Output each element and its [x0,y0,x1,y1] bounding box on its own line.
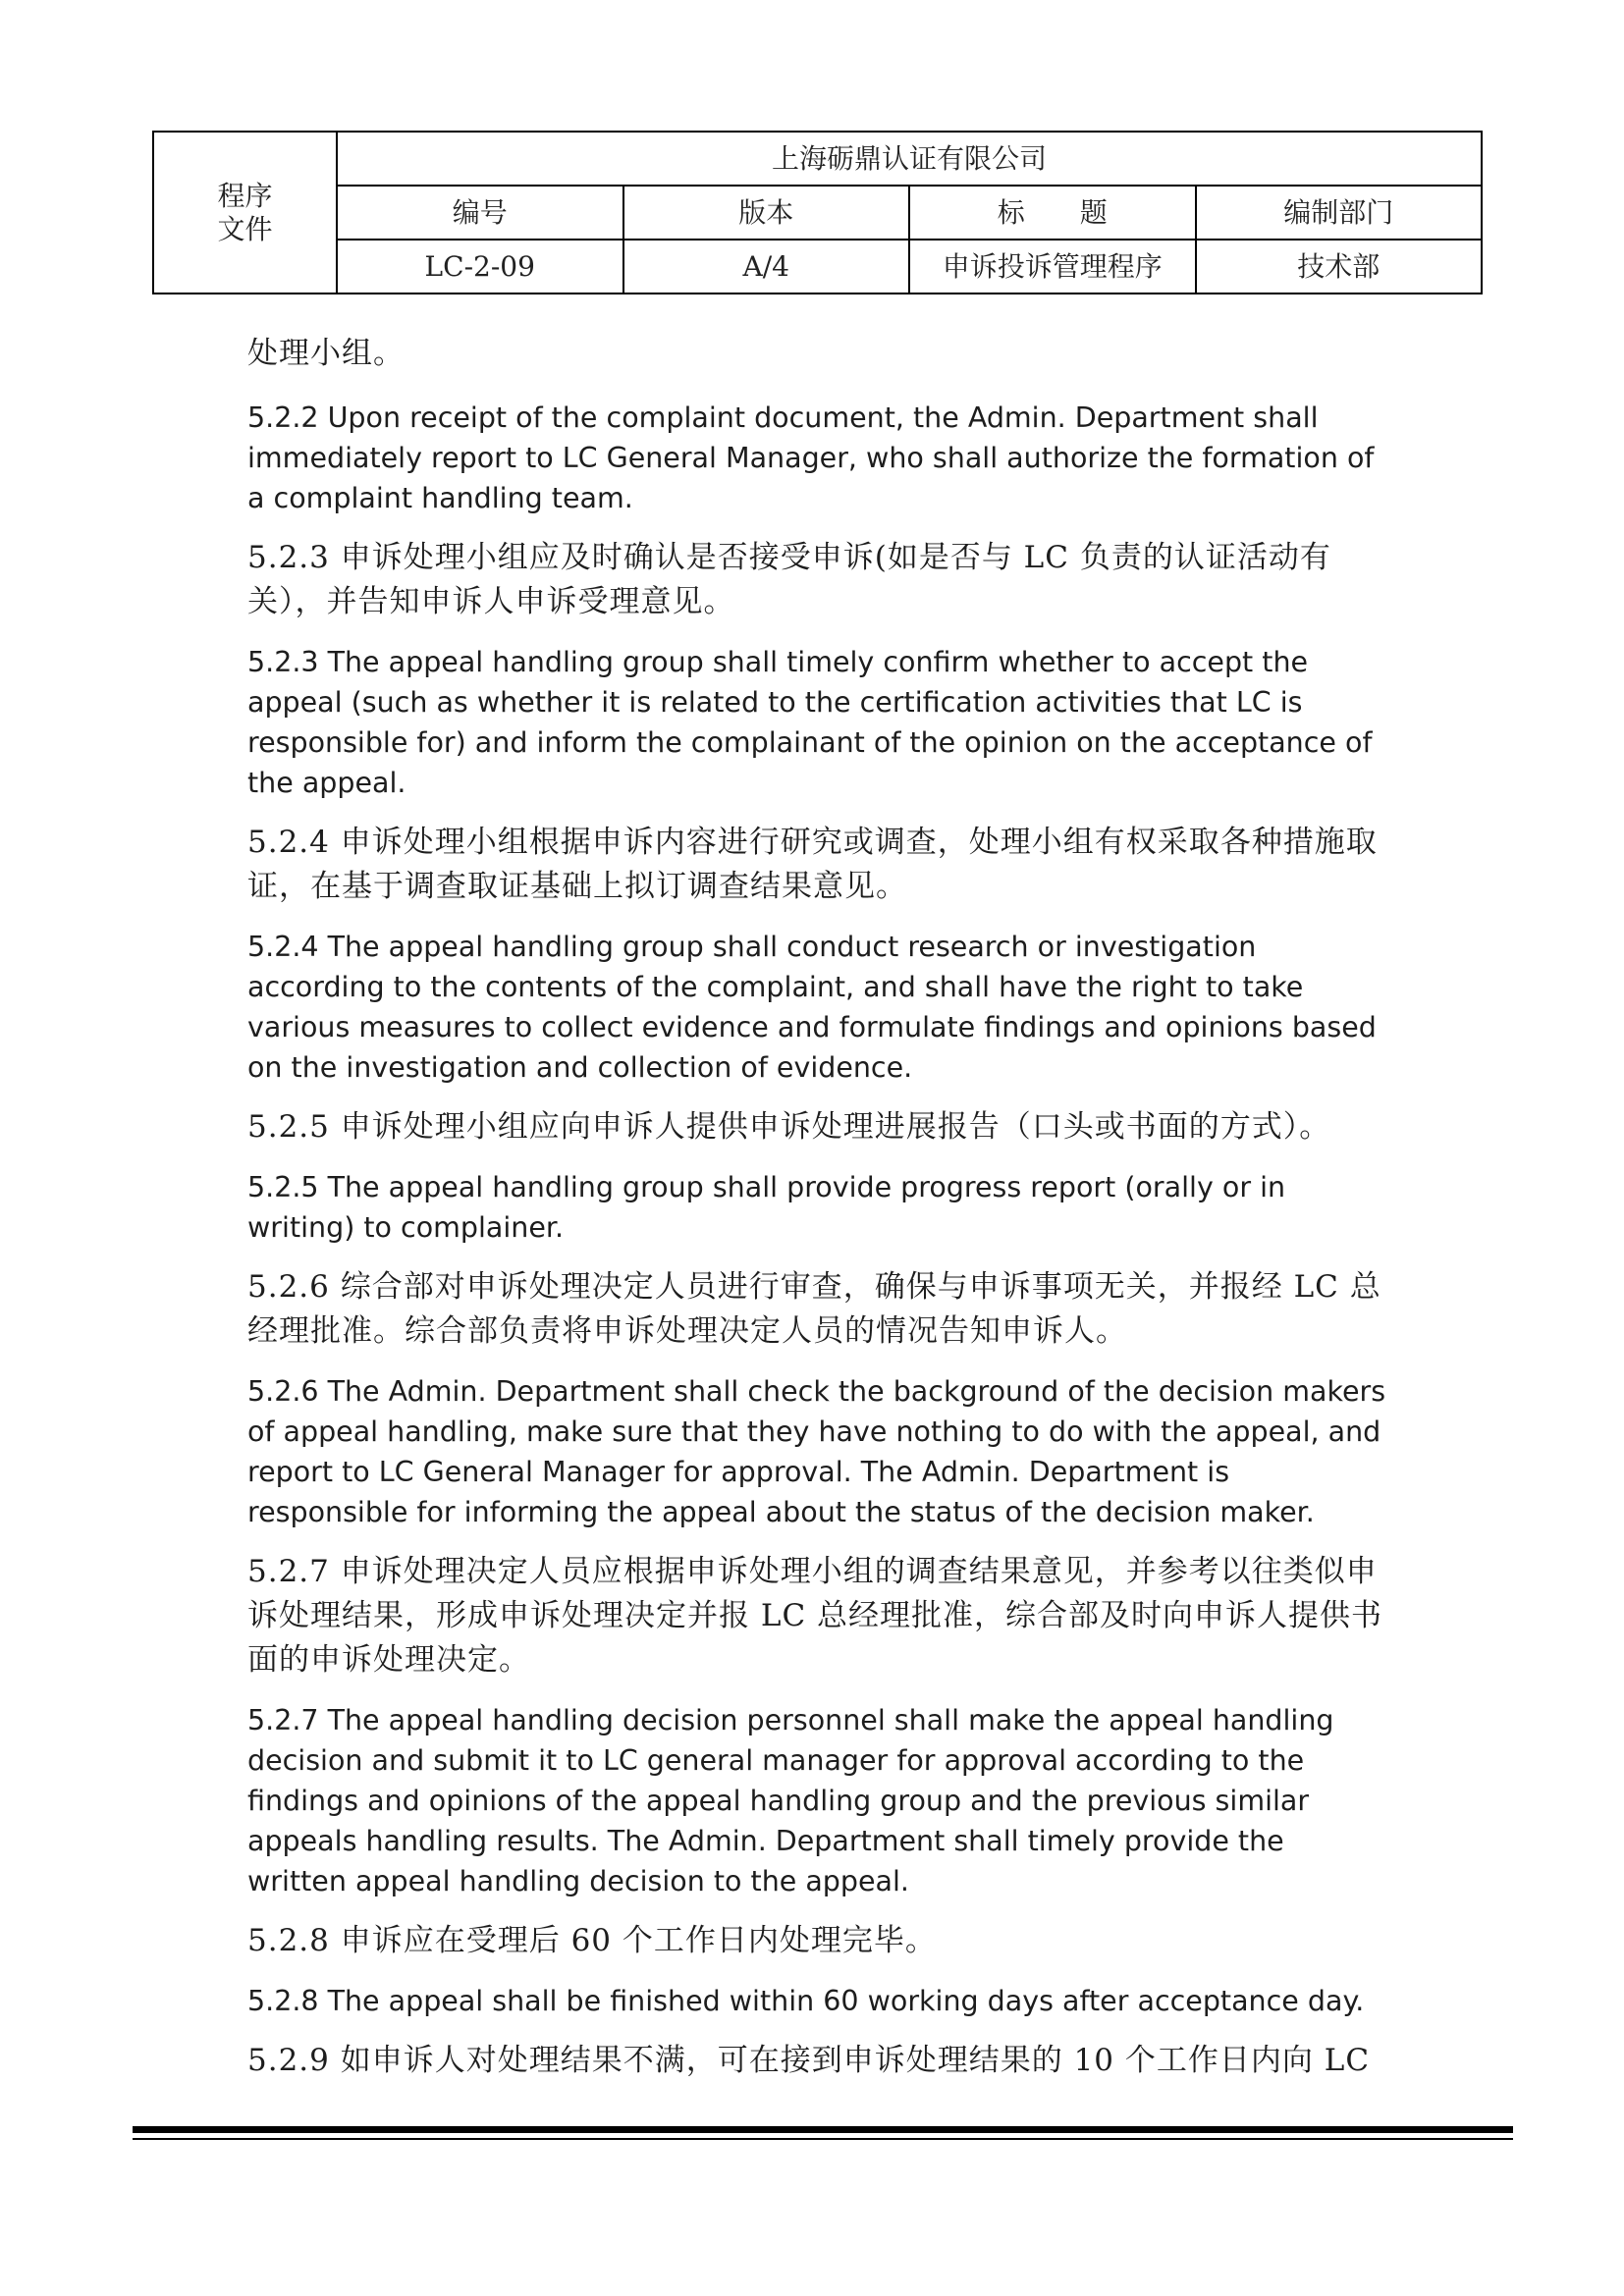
paragraph: 5.2.7 申诉处理决定人员应根据申诉处理小组的调查结果意见，并参考以往类似申诉处理结果，形成申诉处理决定并报 LC 总经理批准，综合部及时向申诉人提供书面的申诉处理决定。 [247,1554,1383,1678]
paragraph: 5.2.5 申诉处理小组应向申诉人提供申诉处理进展报告（口头或书面的方式）。 [247,1109,1331,1145]
document-header-table [152,131,1483,294]
document-version: A/4 [623,240,910,294]
footer-rule-thick [133,2126,1513,2133]
paragraph: 5.2.5 The appeal handling group shall provide progress report (orally or in writing) to complainer. [247,1171,1286,1244]
paragraph: 5.2.2 Upon receipt of the complaint document, the Admin. Department shall immediately report to LC General Manager, who shall authorize the formation of a complaint handling team. [247,401,1375,514]
document-type-cell [153,132,337,294]
paragraph: 5.2.8 申诉应在受理后 60 个工作日内处理完毕。 [247,1923,937,1958]
paragraph: 5.2.6 综合部对申诉处理决定人员进行审查，确保与申诉事项无关，并报经 LC 总经理批准。综合部负责将申诉处理决定人员的情况告知申诉人。 [247,1269,1381,1349]
paragraph: 处理小组。 [247,336,405,371]
document-number: LC-2-09 [337,240,623,294]
paragraph: 5.2.3 The appeal handling group shall timely confirm whether to accept the appeal (such as whether it is related to the certification activities that LC is responsible for) and inform the complainant of the opinion on the acceptance of the appeal. [247,646,1373,799]
paragraph: 5.2.9 如申诉人对处理结果不满，可在接到申诉处理结果的 10 个工作日内向 LC [247,2043,1371,2078]
footer-rule-thin [133,2138,1513,2140]
title-label: 标 题 [909,186,1196,240]
document-body [247,332,1386,2101]
version-label: 版本 [623,186,910,240]
company-name: 上海砺鼎认证有限公司 [337,132,1482,186]
paragraph: 5.2.6 The Admin. Department shall check the background of the decision makers of appeal handling, make sure that they have nothing to do with the appeal, and report to LC General Manager for approval. The Admin. Department is responsible for informing the appeal about the status of the decision maker. [247,1375,1386,1528]
document-title: 申诉投诉管理程序 [909,240,1196,294]
document-type-line-1: 程序 [217,179,273,212]
department-label: 编制部门 [1196,186,1483,240]
paragraph: 5.2.8 The appeal shall be finished within 60 working days after acceptance day. [247,1985,1365,2017]
paragraph: 5.2.4 申诉处理小组根据申诉内容进行研究或调查，处理小组有权采取各种措施取证，在基于调查取证基础上拟订调查结果意见。 [247,825,1378,904]
paragraph: 5.2.4 The appeal handling group shall conduct research or investigation according to the contents of the complaint, and shall have the right to take various measures to collect evidence and formulate findings and opinions based on the investigation and collection of evidence. [247,931,1377,1084]
paragraph: 5.2.7 The appeal handling decision personnel shall make the appeal handling decision and submit it to LC general manager for approval according to the findings and opinions of the appeal handling group and the previous similar appeals handling results. The Admin. Department shall timely provide the written appeal handling decision to the appeal. [247,1704,1334,1897]
document-department: 技术部 [1196,240,1483,294]
document-type-line-2: 文件 [217,212,273,245]
paragraph: 5.2.3 申诉处理小组应及时确认是否接受申诉(如是否与 LC 负责的认证活动有关），并告知申诉人申诉受理意见。 [247,540,1331,619]
number-label: 编号 [337,186,623,240]
